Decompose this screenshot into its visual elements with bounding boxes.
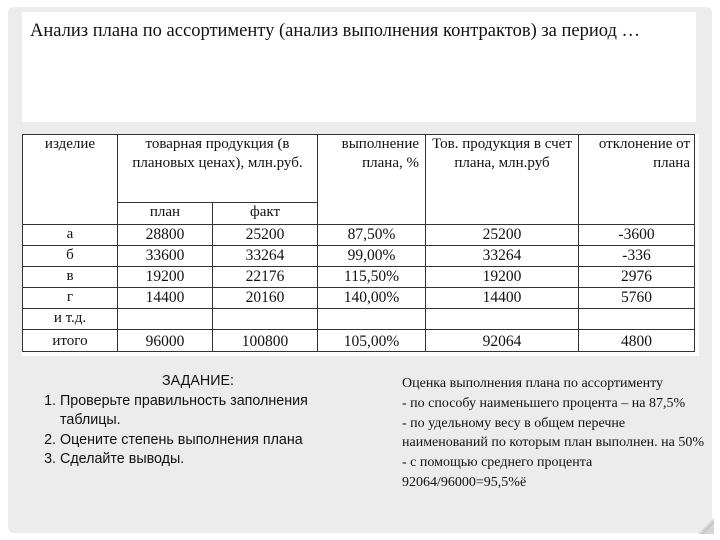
task-item: 1. Проверьте правильность заполнения таблицы. (60, 392, 368, 431)
cell-deviation (579, 309, 695, 330)
cell-deviation: 2976 (579, 267, 695, 288)
cell-execution: 115,50% (318, 267, 426, 288)
cell-item: итого (23, 330, 118, 352)
cell-plan: 33600 (118, 246, 213, 267)
cell-fact: 100800 (213, 330, 318, 352)
task-block (28, 372, 368, 470)
evaluation-block (402, 374, 712, 493)
header-fact: факт (213, 203, 318, 225)
cell-fact: 22176 (213, 267, 318, 288)
evaluation-line: - по способу наименьшего процента – на 87,5% (402, 395, 686, 411)
task-item: 3. Сделайте выводы. (60, 450, 368, 470)
task-item: 2. Оцените степень выполнения плана (60, 431, 368, 451)
table-row (23, 246, 695, 267)
table-row (23, 225, 695, 246)
analysis-table (22, 134, 695, 352)
cell-item: и т.д. (23, 309, 118, 330)
cell-item: б (23, 246, 118, 267)
evaluation-line: - по удельному весу в общем перечне наименований по которым план выполнен. на 50% (402, 415, 705, 451)
cell-credited: 14400 (426, 288, 579, 309)
cell-fact (213, 309, 318, 330)
header-deviation: отклонение от плана (579, 135, 695, 225)
cell-plan: 28800 (118, 225, 213, 246)
evaluation-line: - с помощью среднего процента 92064/96000=95,5%ё (402, 455, 593, 490)
cell-plan (118, 309, 213, 330)
cell-credited: 92064 (426, 330, 579, 352)
cell-deviation: -336 (579, 246, 695, 267)
cell-credited (426, 309, 579, 330)
table-row (23, 267, 695, 288)
slide-title: Анализ плана по ассортименту (анализ выполнения контрактов) за период … (30, 21, 641, 41)
cell-fact: 25200 (213, 225, 318, 246)
cell-plan: 14400 (118, 288, 213, 309)
cell-execution: 99,00% (318, 246, 426, 267)
table-box (22, 134, 699, 356)
cell-deviation: -3600 (579, 225, 695, 246)
cell-fact: 20160 (213, 288, 318, 309)
evaluation-line: Оценка выполнения плана по ассортименту (402, 376, 664, 391)
cell-item: а (23, 225, 118, 246)
cell-plan: 96000 (118, 330, 213, 352)
header-item: изделие (23, 135, 118, 225)
cell-execution: 140,00% (318, 288, 426, 309)
cell-plan: 19200 (118, 267, 213, 288)
table-row (23, 309, 695, 330)
cell-execution (318, 309, 426, 330)
task-heading: ЗАДАНИЕ: (162, 373, 234, 389)
cell-credited: 33264 (426, 246, 579, 267)
cell-execution: 87,50% (318, 225, 426, 246)
cell-credited: 19200 (426, 267, 579, 288)
corner-curl-icon (698, 518, 714, 534)
cell-deviation: 4800 (579, 330, 695, 352)
cell-deviation: 5760 (579, 288, 695, 309)
header-execution: выполнение плана, % (318, 135, 426, 225)
header-credited: Тов. продукция в счет плана, млн.руб (426, 135, 579, 225)
table-row-total (23, 330, 695, 352)
header-product: товарная продукция (в плановых ценах), млн.руб. (118, 135, 318, 203)
cell-item: г (23, 288, 118, 309)
title-box (22, 12, 696, 122)
cell-item: в (23, 267, 118, 288)
task-list (28, 392, 368, 470)
cell-credited: 25200 (426, 225, 579, 246)
header-plan: план (118, 203, 213, 225)
table-row (23, 288, 695, 309)
cell-fact: 33264 (213, 246, 318, 267)
cell-execution: 105,00% (318, 330, 426, 352)
